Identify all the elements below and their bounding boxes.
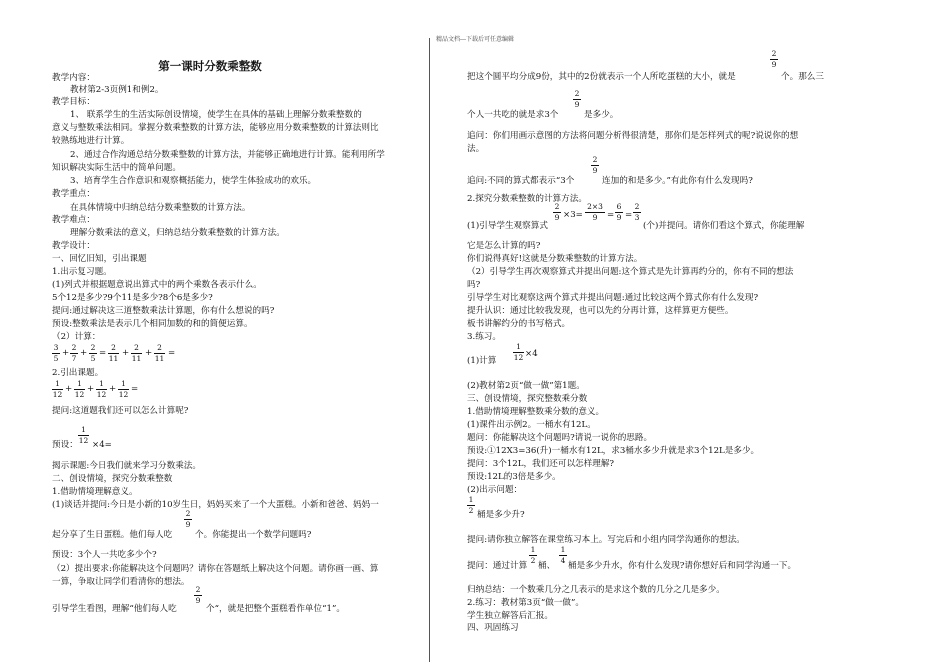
text-line: 较熟练地进行计算。 [52, 136, 130, 146]
text-line: 3.练习。 [467, 332, 501, 342]
text-line: 你们说得真好!这就是分数乘整数的计算方法。 [467, 254, 643, 264]
text-line: (1)谈话并提问:今日是小新的10岁生日，妈妈买来了一个大蛋糕。小新和爸爸、妈妈一 [52, 500, 379, 510]
fraction: 2 9 [195, 585, 201, 605]
text-line: 教学目标： [52, 97, 95, 107]
text-line: (1)课件出示例2。一桶水有12L。 [467, 420, 596, 430]
text-line: 连加的和是多少。”有此你有什么发现吗? [602, 176, 753, 186]
text-line: (1)引导学生观察算式 [467, 221, 548, 231]
text-line: 1.借助情境理解意义。 [52, 487, 138, 497]
text-line: 预设:整数乘法是表示几个相同加数的和的简便运算。 [52, 319, 253, 329]
plus-sign: + [109, 384, 117, 394]
text-line: 一算，争取让同学们看清你的想法。 [52, 577, 190, 587]
text-line: 揭示课题:今日我们就来学习分数乘法。 [52, 461, 201, 471]
text-line: 提问:这道题我们还可以怎么计算呢? [52, 406, 189, 416]
fraction: 2 9 [771, 49, 777, 69]
text-line: 在具体情境中归纳总结分数乘整数的计算方法。 [70, 203, 251, 213]
text-line: 法。 [467, 144, 485, 154]
text-line: （2）引导学生再次观察算式并提出问题:这个算式是先计算再约分的，你有不同的想法 [467, 267, 794, 277]
text-line: 二、创设情境，探究分数乘整数 [52, 474, 173, 484]
equals-sign: = [625, 210, 633, 220]
text-line: 知识解决实际生活中的简单问题。 [52, 163, 181, 173]
text-line: 三、创设情境，探究整数乘分数 [467, 394, 588, 404]
text-line: 理解分数乘法的意义，归纳总结分数乘整数的计算方法。 [70, 228, 285, 238]
text-line: 教学内容： [52, 73, 95, 83]
text-line: 教学设计： [52, 241, 95, 251]
equals-sign: = [99, 348, 107, 358]
text-line: 1.出示复习题。 [52, 267, 112, 277]
plus-sign: + [87, 384, 95, 394]
fraction: 2 3 [634, 202, 640, 222]
text-line: 提问：3个12L，我们还可以怎样理解? [467, 459, 615, 469]
plus-sign: + [80, 348, 88, 358]
fraction: 1 12 [513, 342, 524, 362]
text-line: 追问:不同的算式都表示“3个 [467, 176, 575, 186]
text-line: （2）提出要求:你能解决这个问题吗？请你在答题纸上解决这个问题。请你画一画、算 [52, 564, 379, 574]
text-line: ×3= [563, 210, 583, 220]
text-line: 它是怎么计算的吗? [467, 241, 541, 251]
fraction: 1 2 [530, 545, 536, 565]
fraction: 1 2 [468, 495, 474, 515]
text-line: 提问:请你独立解答在课堂练习本上。写完后和小组内同学沟通你的想法。 [467, 535, 745, 545]
text-line: 吗? [467, 280, 481, 290]
text-line: 3、培育学生合作意识和观察概括能力，使学生体验成功的欢乐。 [70, 176, 317, 186]
fraction: 2 9 [574, 89, 580, 109]
text-line: 个。那么三 [781, 72, 824, 82]
text-line: 桶是多少升? [477, 510, 525, 520]
text-line: 教学重点： [52, 189, 95, 199]
plus-sign: + [65, 384, 73, 394]
text-line: 个。你能提出一个数学问题吗? [195, 530, 312, 540]
text-line: 题问：你能解决这个问题吗?请说一说你的思路。 [467, 433, 653, 443]
text-line: 一、回忆旧知，引出课题 [52, 254, 147, 264]
plus-sign: + [145, 348, 153, 358]
text-line: 预设:①12X3=36(升)一桶水有12L，求3桶水多少升就是求3个12L是多少。 [467, 446, 760, 456]
text-line: 引导学生看图，理解“他们每人吃 [52, 604, 177, 614]
text-line: 2.练习：教材第3页“做一做”。 [467, 598, 584, 608]
fraction: 6 9 [616, 202, 622, 222]
text-line: 追问：你们用画示意图的方法将问题分析得很清楚，那你们是怎样列式的呢?说说你的想 [467, 131, 799, 141]
text-line: 个人一共吃的就是求3个 [467, 110, 559, 120]
text-line: 5个12是多少?9个11是多少?8个6是多少? [52, 293, 213, 303]
fraction: 2 11 [154, 343, 165, 363]
text-line: ×4= [92, 440, 112, 450]
text-line: (个)并提问。请你们看这个算式，你能理解 [643, 221, 805, 231]
text-line: 预设：3个人一共吃多少个? [52, 550, 157, 560]
fraction: 1 12 [118, 379, 129, 399]
text-line: (2)出示问题： [467, 485, 523, 495]
text-line: (1)计算 [467, 356, 497, 366]
text-line: 桶是多少升水，你有什么发现?请你想好后和同学沟通一下。 [568, 561, 797, 571]
text-line: 教材第2-3页例1和例2。 [70, 85, 164, 95]
text-line: 教学难点： [52, 215, 95, 225]
text-line: 归纳总结：一个数乘几分之几表示的是求这个数的几分之几是多少。 [467, 585, 725, 595]
fraction: 2×3 9 [585, 203, 605, 222]
plus-sign: + [62, 348, 70, 358]
text-line: (1)列式并根据题意说出算式中的两个乘数各表示什么。 [52, 280, 262, 290]
text-line: 提问:通过解决这三道整数乘法计算题，你有什么想说的吗? [52, 306, 275, 316]
text-line: ×4 [525, 349, 538, 359]
text-line: 2.探究分数乘整数的计算方法。 [467, 194, 587, 204]
fraction: 2 5 [90, 343, 96, 363]
fraction: 2 9 [554, 202, 560, 222]
lesson-title: 第一课时分数乘整数 [158, 59, 262, 73]
equals-sign: = [168, 348, 176, 358]
equals-sign: = [131, 384, 139, 394]
fraction: 2 9 [185, 509, 191, 529]
plus-sign: + [122, 348, 130, 358]
text-line: 把这个圆平均分成9份，其中的2份就表示一个人所吃蛋糕的大小，就是 [467, 72, 736, 82]
text-line: (2)教材第2页“做一做”第1题。 [467, 381, 585, 391]
text-line: 1、 联系学生的生活实际创设情境，使学生在具体的基础上理解分数乘整数的 [70, 110, 362, 120]
fraction: 2 11 [131, 343, 142, 363]
text-line: 预设:12L的3倍是多少。 [467, 472, 561, 482]
text-line: 意义与整数乘法相同。掌握分数乘整数的计算方法，能够应用分数乘整数的计算法则比 [52, 123, 379, 133]
page-header: 精品文档---下载后可任意编辑 [435, 36, 515, 43]
text-line: 预设： [52, 440, 78, 450]
text-line: 2、通过合作沟通总结分数乘整数的计算方法，并能够正确地进行计算。能利用所学 [70, 150, 385, 160]
text-line: （2）计算： [52, 332, 101, 342]
fraction: 1 12 [78, 425, 89, 445]
text-line: 提升认识：通过比较我发现，也可以先约分再计算，这样算更方便些。 [467, 306, 734, 316]
fraction: 1 4 [560, 545, 566, 565]
text-line: 1.借助情境理解整数乘分数的意义。 [467, 407, 605, 417]
fraction: 2 7 [71, 343, 77, 363]
text-line: 提问：通过计算 [467, 561, 528, 571]
fraction: 2 11 [108, 343, 119, 363]
left-column [52, 0, 422, 672]
text-line: 板书讲解约分的书写格式。 [467, 319, 571, 329]
fraction: 1 12 [96, 379, 107, 399]
fraction: 1 12 [52, 379, 63, 399]
text-line: 学生独立解答后汇报。 [467, 611, 553, 621]
text-line: 2.引出课题。 [52, 368, 104, 378]
right-column [467, 0, 907, 672]
fraction: 3 5 [53, 343, 59, 363]
equals-sign: = [607, 210, 615, 220]
text-line: 四、巩固练习 [467, 623, 519, 633]
text-line: 引导学生对比观察这两个算式并提出问题:通过比较这两个算式你有什么发现? [467, 293, 759, 303]
text-line: 是多少。 [584, 110, 619, 120]
text-line: 起分享了生日蛋糕。他们每人吃 [52, 530, 173, 540]
fraction: 1 12 [74, 379, 85, 399]
fraction: 2 9 [592, 155, 598, 175]
text-line: 个“，就是把整个蛋糕看作单位“1”。 [206, 604, 345, 614]
text-line: 桶、 [538, 561, 556, 571]
column-divider [429, 38, 430, 662]
